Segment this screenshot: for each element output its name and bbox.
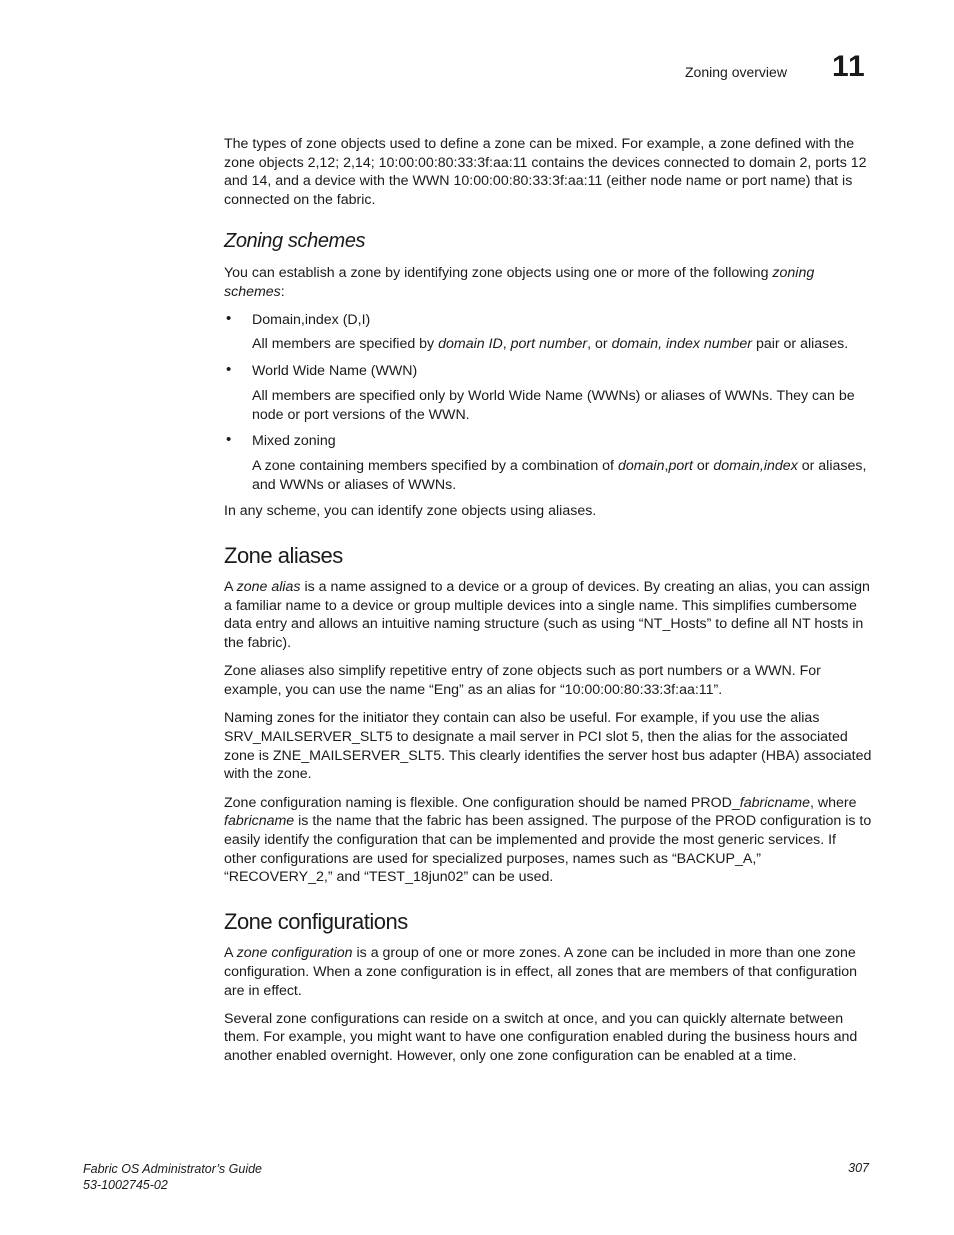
zone-configurations-paragraph-2: Several zone configurations can reside on a switch at once, and you can quickly alternate between them. For example, you might want to have one configuration enabled during the business hours and another enabled overnight. However, only one zone configuration can be enabled at a time.	[224, 1010, 858, 1065]
scheme-description: All members are specified only by World Wide Name (WWNs) or aliases of WWNs. They can be node or port versions of the WWN.	[252, 387, 855, 423]
zoning-schemes-closing: In any scheme, you can identify zone objects using aliases.	[224, 503, 597, 520]
zone-aliases-heading: Zone aliases	[224, 543, 343, 569]
footer-doc-number: 53-1002745-02	[83, 1178, 168, 1192]
zoning-schemes-list	[224, 311, 872, 495]
zone-aliases-paragraph-3: Naming zones for the initiator they contain can also be useful. For example, if you use the alias SRV_MAILSERVER_SLT5 to designate a mail server in PCI slot 5, then the alias for the associated zone is ZNE_MAILSERVER_SLT5. This clearly identifies the server host bus adapter (HBA) associated with the zone.	[224, 710, 872, 783]
zone-configurations-heading: Zone configurations	[224, 909, 408, 935]
bullet-icon: •	[226, 431, 232, 449]
list-item	[224, 311, 872, 354]
zone-aliases-paragraph-4: Zone configuration naming is flexible. One configuration should be named PROD_fabricname, where fabricname is the name that the fabric has been assigned. The purpose of the PROD configuration is to easily identify the configuration that can be implemented and provide the most generic services. If other configurations are used for specialized purposes, names such as “BACKUP_A,” “RECOVERY_2,” and “TEST_18jun02” can be used.	[224, 794, 872, 886]
running-header-section: Zoning overview	[685, 64, 787, 80]
scheme-description: A zone containing members specified by a combination of domain,port or domain,index or aliases, and WWNs or aliases of WWNs.	[252, 457, 867, 493]
list-item	[224, 362, 872, 424]
footer-doc-title: Fabric OS Administrator’s Guide	[83, 1162, 262, 1176]
page-number: 307	[848, 1161, 869, 1175]
footer-doc-info	[83, 1161, 262, 1193]
zone-configurations-paragraph-1: A zone configuration is a group of one or more zones. A zone can be included in more than one zone configuration. When a zone configuration is in effect, all zones that are members of that configuration are in effect.	[224, 945, 858, 999]
bullet-icon: •	[226, 309, 232, 327]
zoning-schemes-heading: Zoning schemes	[224, 229, 366, 252]
scheme-title: World Wide Name (WWN)	[252, 363, 418, 380]
page-body	[224, 135, 872, 1075]
scheme-title: Domain,index (D,I)	[252, 311, 371, 328]
list-item	[224, 432, 872, 494]
scheme-description: All members are specified by domain ID, port number, or domain, index number pair or aliases.	[252, 336, 849, 353]
zone-aliases-paragraph-2: Zone aliases also simplify repetitive entry of zone objects such as port numbers or a WWN. For example, you can use the name “Eng” as an alias for “10:00:00:80:33:3f:aa:11”.	[224, 663, 821, 699]
zone-aliases-paragraph-1: A zone alias is a name assigned to a device or a group of devices. By creating an alias, you can assign a familiar name to a device or group multiple devices into a single name. This simplifies cumbersome data entry and allows an intuitive naming structure (such as using “NT_Hosts” to define all NT hosts in the fabric).	[224, 579, 870, 652]
chapter-number: 11	[832, 50, 866, 83]
zoning-schemes-intro: You can establish a zone by identifying zone objects using one or more of the following zoning schemes:	[224, 264, 815, 300]
intro-paragraph: The types of zone objects used to define a zone can be mixed. For example, a zone defined with the zone objects 2,12; 2,14; 10:00:00:80:33:3f:aa:11 contains the devices connected to domain 2, ports 12 and 14, and a device with the WWN 10:00:00:80:33:3f:aa:11 (either node name or port name) that is connected on the fabric.	[224, 136, 867, 209]
scheme-title: Mixed zoning	[252, 433, 336, 450]
bullet-icon: •	[226, 361, 232, 379]
